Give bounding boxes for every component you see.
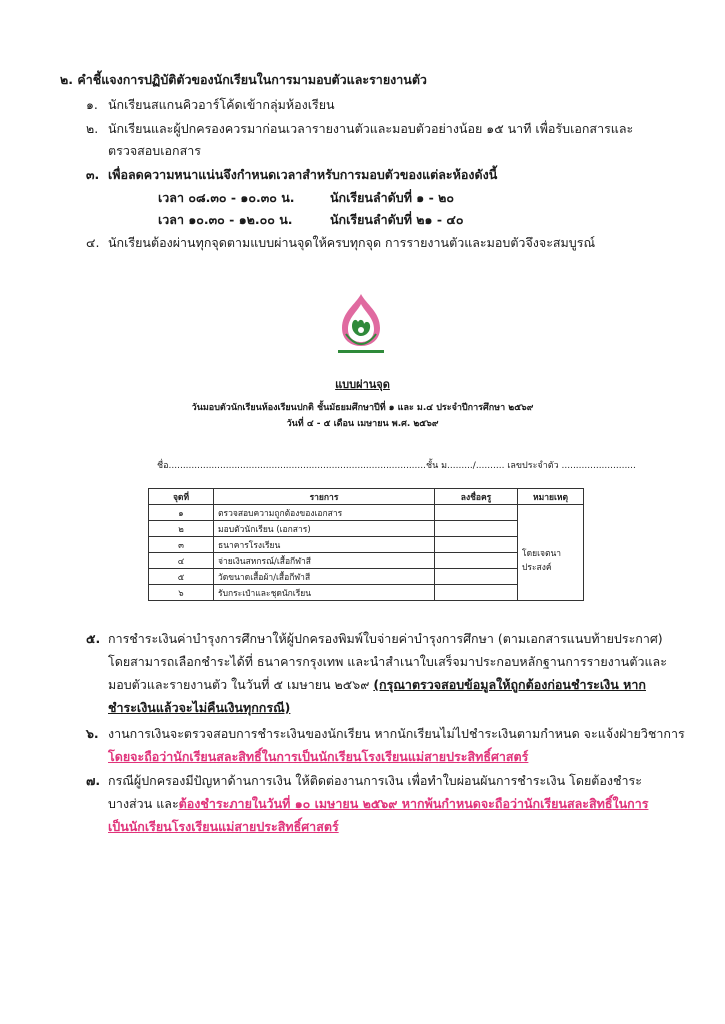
form-subtitle-1: วันมอบตัวนักเรียนห้องเรียนปกติ ชั้นมัธยมศึกษาปีที่ ๑ และ ม.๔ ประจำปีการศึกษา ๒๕๖๙: [191, 403, 534, 413]
item6-number: ๖.: [86, 726, 99, 741]
item6-line1: งานการเงินจะตรวจสอบการชำระเงินของนักเรียน หากนักเรียนไม่ไปชำระเงินตามกำหนด จะแจ้งฝ่ายวิชาการ: [108, 726, 685, 741]
header-signature: ลงชื่อครู: [435, 489, 518, 505]
row-item: วัดขนาดเสื้อผ้า/เสื้อกีฬาสี: [214, 569, 435, 585]
item6-line2: โดยจะถือว่านักเรียนสละสิทธิ์ในการเป็นนักเรียนโรงเรียนแม่สายประสิทธิ์ศาสตร์: [108, 749, 529, 764]
school-logo-icon: [326, 290, 396, 360]
slot2-students: นักเรียนลำดับที่ ๒๑ - ๔๐: [330, 212, 464, 227]
row-number: ๖: [149, 585, 214, 601]
row-number: ๒: [149, 521, 214, 537]
slot1-students: นักเรียนลำดับที่ ๑ - ๒๐: [330, 190, 454, 205]
row-item: มอบตัวนักเรียน (เอกสาร): [214, 521, 435, 537]
form-title: แบบผ่านจุด: [335, 378, 390, 391]
row-signature-cell[interactable]: [435, 569, 518, 585]
item2-line2: ตรวจสอบเอกสาร: [108, 143, 201, 158]
item5-line3-date: มอบตัวและรายงานตัว ในวันที่ ๕ เมษายน ๒๕๖๙: [108, 677, 374, 692]
item7-line3: เป็นนักเรียนโรงเรียนแม่สายประสิทธิ์ศาสตร์: [108, 819, 339, 834]
table-row: [149, 505, 584, 521]
slot2-time: เวลา ๑๐.๓๐ - ๑๒.๐๐ น.: [158, 212, 293, 227]
item7-line1: กรณีผู้ปกครองมีปัญหาด้านการเงิน ให้ติดต่องานการเงิน เพื่อทำใบผ่อนผันการชำระเงิน โดยต้องชำระ: [108, 773, 642, 788]
row-signature-cell[interactable]: [435, 521, 518, 537]
table-row: [149, 521, 584, 537]
item5-number: ๕.: [86, 631, 101, 646]
item1-text: นักเรียนสแกนคิวอาร์โค้ดเข้ากลุ่มห้องเรียน: [108, 97, 335, 112]
section-heading: ๒. คำชี้แจงการปฏิบัติตัวของนักเรียนในการมามอบตัวและรายงานตัว: [60, 72, 427, 87]
item4-number: ๔.: [86, 235, 100, 250]
item7-line2-prefix: บางส่วน และ: [108, 796, 179, 811]
item7-deadline: ต้องชำระภายในวันที่ ๑๐ เมษายน ๒๕๖๙ หากพ้นกำหนดจะถือว่านักเรียนสละสิทธิ์ในการ: [178, 796, 649, 811]
item5-line4: ชำระเงินแล้วจะไม่คืนเงินทุกกรณี): [108, 700, 291, 715]
school-logo: [326, 290, 396, 360]
remark-cell: โดยเจตนาประสงค์: [518, 521, 584, 601]
row-number: ๕: [149, 569, 214, 585]
item3-text: เพื่อลดความหนาแน่นจึงกำหนดเวลาสำหรับการมอบตัวของแต่ละห้องดังนี้: [108, 167, 498, 182]
item1-number: ๑.: [86, 97, 98, 112]
row-item: รับกระเป๋าและชุดนักเรียน: [214, 585, 435, 601]
row-number: ๑: [149, 505, 214, 521]
item3-number: ๓.: [86, 167, 100, 182]
row-item: ตรวจสอบความถูกต้องของเอกสาร: [214, 505, 435, 521]
row-item: จ่ายเงินสหกรณ์/เสื้อกีฬาสี: [214, 553, 435, 569]
item7-number: ๗.: [86, 773, 101, 788]
row-signature-cell[interactable]: [435, 505, 518, 521]
pass-table: [148, 488, 584, 601]
row-remark-cell: [518, 505, 584, 521]
item5-line3: [108, 676, 646, 694]
slot1-time: เวลา ๐๘.๓๐ - ๑๐.๓๐ น.: [158, 190, 295, 205]
row-signature-cell[interactable]: [435, 537, 518, 553]
item5-line2: โดยสามารถเลือกชำระได้ที่ ธนาคารกรุงเทพ และนำสำเนาใบเสร็จมาประกอบหลักฐานการรายงานตัวและ: [108, 654, 667, 669]
item5-warning: (กรุณาตรวจสอบข้อมูลให้ถูกต้องก่อนชำระเงิน หาก: [373, 677, 646, 692]
item7-line2: [108, 795, 648, 813]
header-point: จุดที่: [149, 489, 214, 505]
row-number: ๓: [149, 537, 214, 553]
item4-text: นักเรียนต้องผ่านทุกจุดตามแบบผ่านจุดให้ครบทุกจุด การรายงานตัวและมอบตัวจึงจะสมบูรณ์: [108, 235, 596, 250]
item5-line1: การชำระเงินค่าบำรุงการศึกษาให้ผู้ปกครองพิมพ์ใบจ่ายค่าบำรุงการศึกษา (ตามเอกสารแนบท้ายประกาศ): [108, 631, 663, 646]
row-signature-cell[interactable]: [435, 553, 518, 569]
header-item: รายการ: [214, 489, 435, 505]
header-remark: หมายเหตุ: [518, 489, 584, 505]
form-subtitle-2: วันที่ ๔ - ๕ เดือน เมษายน พ.ศ. ๒๕๖๙: [286, 419, 439, 429]
row-item: ธนาคารโรงเรียน: [214, 537, 435, 553]
table-header-row: [149, 489, 584, 505]
row-signature-cell[interactable]: [435, 585, 518, 601]
form-name-line: ชื่อ..........................................................................................ชั้น ม........./.......... เลขประจำตัว ..........................: [157, 461, 636, 471]
item2-number: ๒.: [86, 121, 99, 136]
row-number: ๔: [149, 553, 214, 569]
item2-line1: นักเรียนและผู้ปกครองควรมาก่อนเวลารายงานตัวและมอบตัวอย่างน้อย ๑๕ นาที เพื่อรับเอกสารและ: [108, 121, 634, 136]
